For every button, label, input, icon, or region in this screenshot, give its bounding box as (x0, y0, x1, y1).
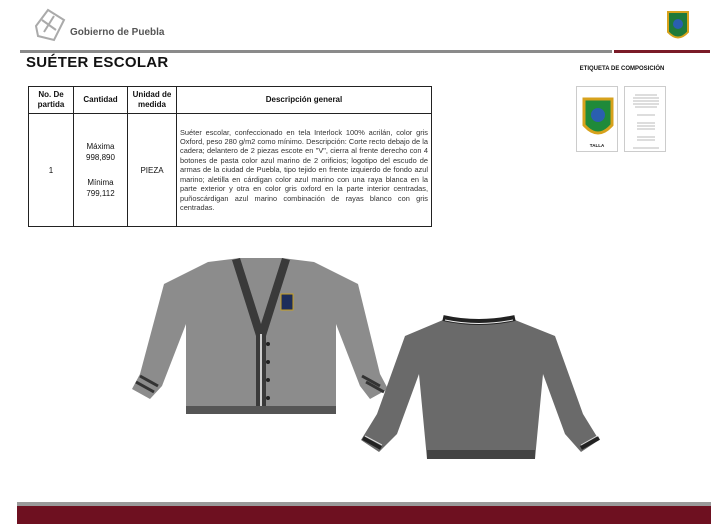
header-partida: No. De partida (29, 87, 74, 114)
label-title: ETIQUETA DE COMPOSICIÓN (579, 66, 665, 72)
coat-of-arms-icon (666, 10, 690, 43)
cantidad-cell (74, 114, 128, 227)
max-value: 998,890 (86, 153, 115, 162)
header-unidad: Unidad de medida (128, 87, 177, 114)
min-value: 799,112 (86, 189, 115, 198)
spec-table (28, 86, 432, 227)
footer-bar (17, 506, 711, 524)
unidad-cell: PIEZA (128, 114, 177, 227)
sweater-front-illustration (128, 254, 393, 424)
max-label: Máxima (86, 142, 115, 151)
header-cantidad: Cantidad (74, 87, 128, 114)
table-header-row (29, 87, 432, 114)
sweater-back-illustration (355, 314, 605, 474)
descripcion-cell: Suéter escolar, confeccionado en tela Interlock 100% acrilán, color gris Oxford, peso 280 g/m2 como mínimo. Descripción: Corte recto debajo de la cadera; delantero de 2 piezas escote en "V", cierra al frente derecho con 4 botones de pasta color azul marino de 2 orificios; logotipo del escudo de armas de la ciudad de Puebla, tipo tejido en frente izquierdo de fondo azul marino; aletilla en cárdigan color azul marino con una raya blanca en la parte exterior y otra en color gris oxford en la parte interior centradas, puñoscárdigan azul marino combinación de rayas blanco con gris centradas. (177, 114, 432, 227)
page-title: SUÉTER ESCOLAR (26, 54, 169, 71)
label-size-text: TALLA (589, 143, 605, 148)
table-row (29, 114, 432, 227)
partida-cell: 1 (29, 114, 74, 227)
header-descripcion: Descripción general (177, 87, 432, 114)
label-front-card (576, 86, 618, 152)
coat-of-arms-icon (578, 95, 618, 145)
header-divider-accent (614, 50, 710, 53)
header-divider (20, 50, 612, 53)
puebla-logo-icon (30, 6, 68, 44)
org-name: Gobierno de Puebla (70, 27, 165, 38)
label-back-card (624, 86, 666, 152)
min-label: Mínima (87, 178, 114, 187)
